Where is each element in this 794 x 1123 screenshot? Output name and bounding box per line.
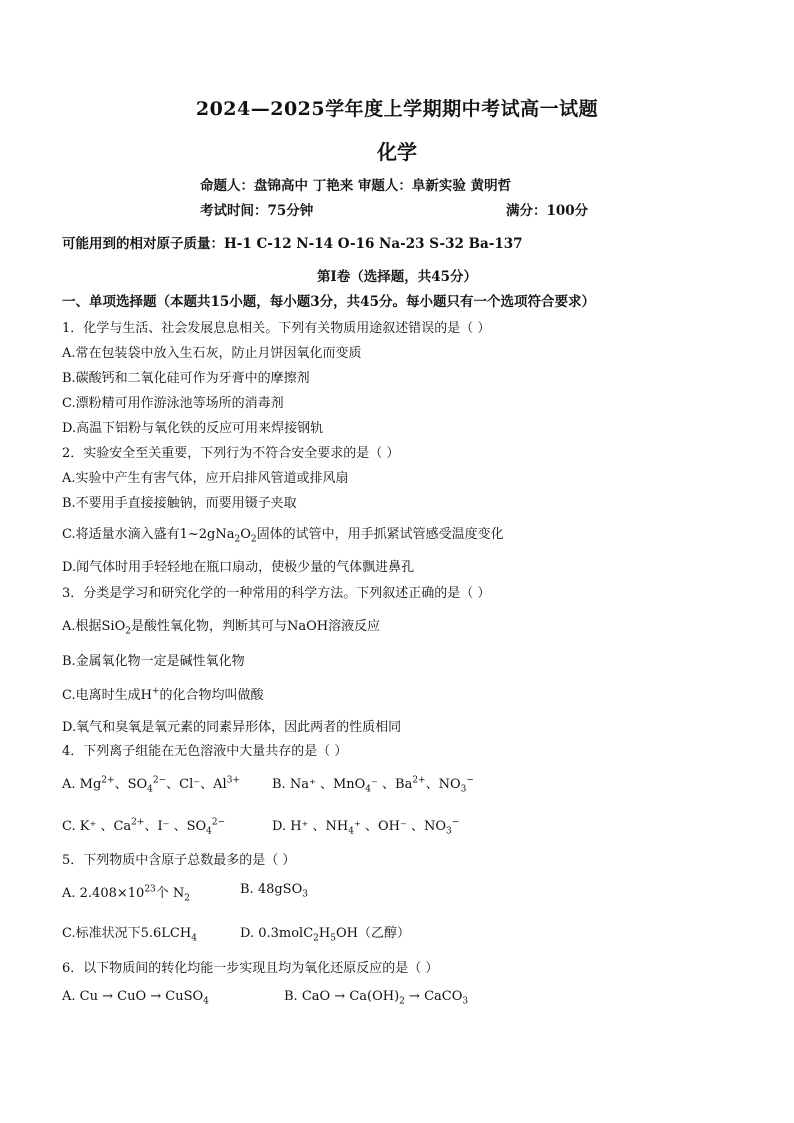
q6-b-sub1: 2 — [399, 996, 405, 1007]
q5-option-c — [62, 922, 197, 944]
q5-b-sub: 3 — [302, 889, 308, 900]
q5-option-a — [62, 882, 191, 904]
q5-option-d — [240, 922, 410, 944]
q4-a-t2: 、SO — [114, 777, 148, 792]
q4-a-sup3: 3+ — [226, 775, 240, 786]
q2-option-d: D.闻气体时用手轻轻地在瓶口扇动，使极少量的气体飘进鼻孔 — [62, 560, 415, 575]
q5-d-post: OH（乙醇） — [335, 926, 410, 941]
q2-c-pre: C.将适量水滴入盛有1~2gNa — [62, 527, 235, 542]
q4-b-sup2: 2+ — [412, 775, 426, 786]
q4-c-sub2: 4 — [206, 826, 212, 837]
q4-stem: 4．下列离子组能在无色溶液中大量共存的是（ ） — [62, 744, 348, 759]
q4-a-sup1: 2+ — [101, 775, 115, 786]
q2-c-post: 固体的试管中，用手抓紧试管感受温度变化 — [256, 527, 504, 542]
q6-option-a — [62, 989, 209, 1007]
q6-b-pre: B. CaO → Ca(OH) — [284, 989, 400, 1004]
q1-option-d: D.高温下铝粉与氧化铁的反应可用来焊接钢轨 — [62, 421, 324, 436]
q5-c-pre: C.标准状况下5.6LCH — [62, 926, 192, 941]
q6-b-post: → CaCO — [404, 989, 463, 1004]
q5-a-mid: 个 N — [155, 886, 185, 901]
q3-option-b: B.金属氧化物一定是碱性氧化物 — [62, 654, 245, 669]
q3-a-post: 是酸性氧化物，判断其可与NaOH溶液反应 — [130, 619, 381, 634]
q5-d-pre: D. 0.3molC — [240, 926, 314, 941]
q5-b-pre: B. 48gSO — [240, 882, 303, 897]
q6-a-sub: 4 — [203, 996, 209, 1007]
q3-option-c — [62, 684, 264, 703]
q3-a-pre: A.根据SiO — [62, 619, 126, 634]
q4-b-sub3: 3 — [460, 784, 467, 795]
q4-option-c — [62, 815, 226, 837]
q4-option-d — [272, 815, 460, 837]
q5-c-sub: 4 — [191, 933, 197, 944]
q5-stem: 5．下列物质中含原子总数最多的是（ ） — [62, 853, 296, 868]
q4-c-sup2: 2− — [211, 817, 226, 828]
q4-option-b — [272, 773, 474, 795]
q4-b-sup3: − — [466, 775, 474, 786]
atomic-masses — [62, 232, 523, 252]
q4-c-pre: C. K⁺ 、Ca — [62, 819, 132, 834]
q6-stem: 6．以下物质间的转化均能一步实现且均为氧化还原反应的是（ ） — [62, 961, 439, 976]
q4-b-pre: B. Na⁺ 、MnO — [272, 777, 366, 792]
q4-c-t2: 、I⁻ 、SO — [144, 819, 207, 834]
q4-a-sub2: 4 — [147, 784, 153, 795]
q5-a-sup: 23 — [144, 884, 156, 895]
q3-c-post: 的化合物均叫做酸 — [159, 688, 264, 703]
q3-c-pre: C.电离时生成H — [62, 688, 152, 703]
q3-option-a — [62, 615, 381, 637]
q4-b-t2: ⁻ 、Ba — [371, 777, 413, 792]
q4-a-t3: 、Cl⁻、Al — [166, 777, 227, 792]
atomic-masses-text: 可能用到的相对原子质量：H-1 C-12 N-14 O-16 Na-23 S-32 Ba-137 — [62, 236, 523, 252]
q5-option-b — [240, 882, 308, 900]
q1-option-c: C.漂粉精可用作游泳池等场所的消毒剂 — [62, 396, 284, 411]
q2-c-mid: O — [240, 527, 251, 542]
q6-b-sub2: 3 — [462, 996, 469, 1007]
full-score: 满分：100分 — [506, 203, 589, 219]
q2-option-c — [62, 523, 504, 545]
q3-a-sub: 2 — [125, 626, 131, 637]
q2-stem: 2．实验安全至关重要，下列行为不符合安全要求的是（ ） — [62, 446, 400, 461]
q2-c-sub1: 2 — [234, 534, 241, 545]
q4-d-pre: D. H⁺ 、NH — [272, 819, 349, 834]
q3-option-d: D.氧气和臭氧是氧元素的同素异形体，因此两者的性质相同 — [62, 720, 402, 735]
q6-a-text: A. Cu → CuO → CuSO — [62, 989, 204, 1004]
q4-a-pre: A. Mg — [62, 777, 102, 792]
q2-option-b: B.不要用手直接接触钠，而要用镊子夹取 — [62, 496, 297, 511]
q6-option-b — [284, 989, 469, 1007]
q4-option-a — [62, 773, 240, 795]
exam-title: 2024—2025学年度上学期期中考试高一试题 — [195, 98, 599, 120]
q4-d-sub2: 3 — [446, 826, 452, 837]
q4-d-sub1: 4 — [348, 826, 355, 837]
q2-option-a: A.实验中产生有害气体，应开启排风管道或排风扇 — [62, 471, 349, 486]
authors-line: 命题人：盘锦高中 丁艳来 审题人：阜新实验 黄明哲 — [200, 178, 512, 194]
q4-d-sup2: − — [451, 817, 460, 828]
q5-a-pre: A. 2.408×10 — [62, 886, 145, 901]
q4-c-sup1: 2+ — [131, 817, 145, 828]
q4-b-sub1: 4 — [365, 784, 372, 795]
q5-a-sub: 2 — [184, 893, 191, 904]
q5-d-sub2: 5 — [330, 933, 336, 944]
q3-stem: 3．分类是学习和研究化学的一种常用的科学方法。下列叙述正确的是（ ） — [62, 586, 491, 601]
q4-a-sup2: 2− — [152, 775, 167, 786]
q3-c-sup: + — [151, 686, 160, 697]
q1-option-b: B.碳酸钙和二氧化硅可作为牙膏中的摩擦剂 — [62, 371, 310, 386]
part-heading: 一、单项选择题（本题共15小题，每小题3分，共45分。每小题只有一个选项符合要求） — [62, 294, 595, 310]
exam-time: 考试时间：75分钟 — [200, 203, 314, 219]
q1-option-a: A.常在包装袋中放入生石灰，防止月饼因氧化而变质 — [62, 346, 362, 361]
q4-d-t2: ⁺ 、OH⁻ 、NO — [354, 819, 447, 834]
q1-stem: 1．化学与生活、社会发展息息相关。下列有关物质用途叙述错误的是（ ） — [62, 321, 491, 336]
subject-title: 化学 — [377, 140, 417, 164]
section-title: 第Ⅰ卷（选择题，共45分） — [316, 269, 478, 285]
q2-c-sub2: 2 — [250, 534, 257, 545]
q4-b-t3: 、NO — [425, 777, 461, 792]
q5-d-sub1: 2 — [313, 933, 319, 944]
q5-d-mid: H — [318, 926, 331, 941]
